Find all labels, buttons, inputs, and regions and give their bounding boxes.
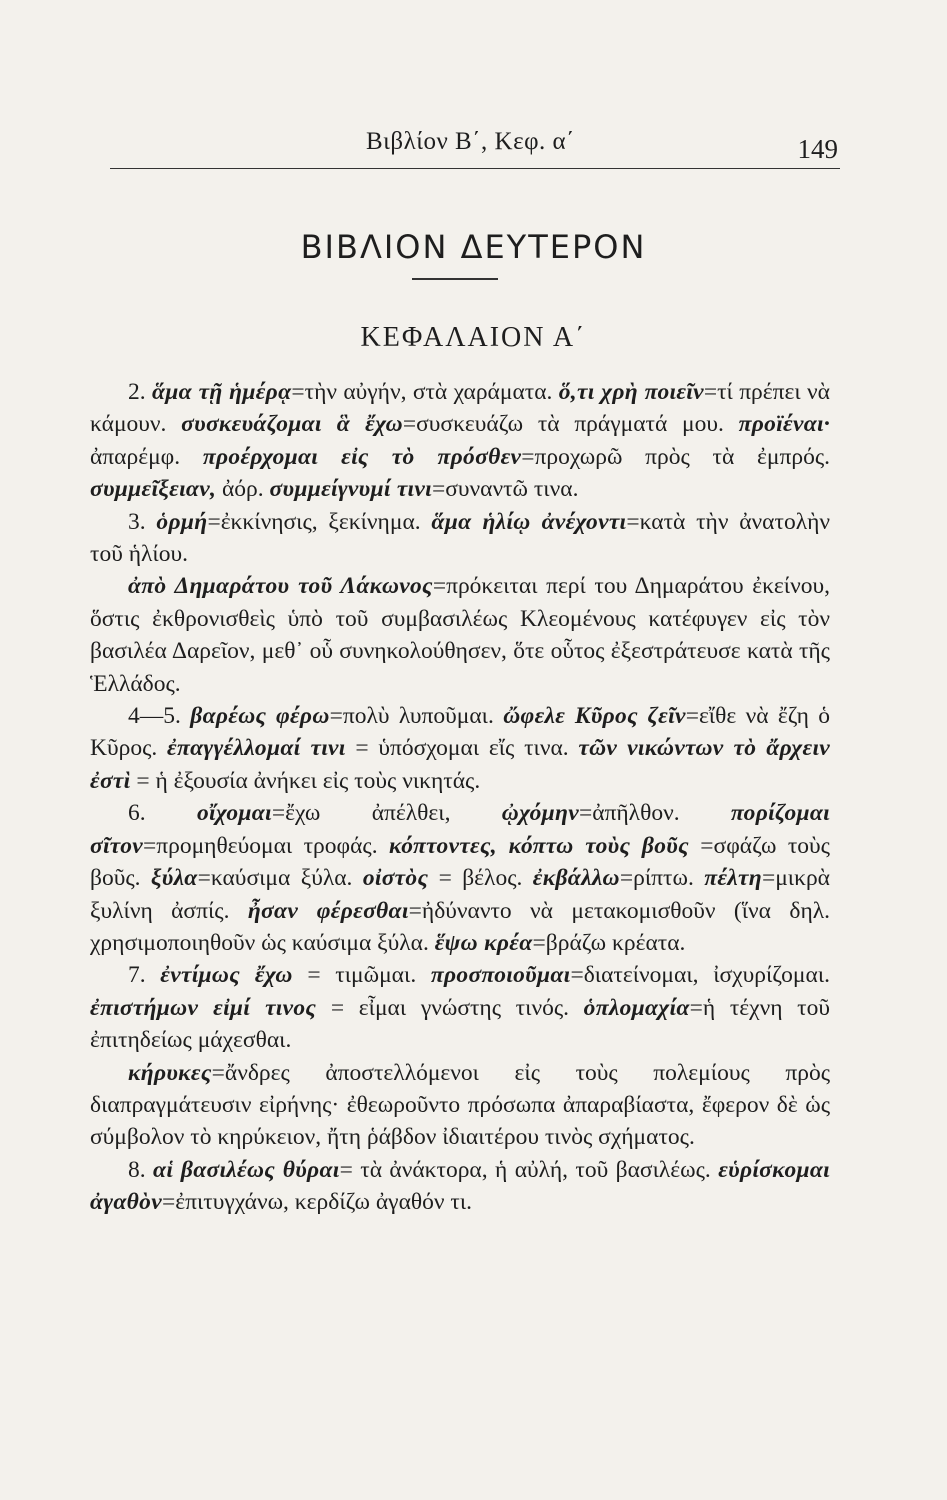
gloss-text: =ἐκκίνησις, ξεκίνημα. — [207, 508, 432, 535]
gloss-term: ᾠχόμην — [501, 800, 579, 827]
gloss-term: ἐντίμως ἔχω — [160, 962, 293, 989]
gloss-term: ὁπλομαχία — [583, 994, 690, 1021]
gloss-term: πέλτη — [704, 865, 762, 892]
gloss-term: συμμείγνυμί τινι — [269, 476, 432, 503]
gloss-term: προσποιοῦμαι — [430, 962, 571, 989]
gloss-term: προϊέναι· — [738, 411, 830, 438]
gloss-text: =εἴθε νὰ ἔζη ὁ Κῦρος. — [90, 703, 830, 762]
gloss-text: 2. — [128, 379, 152, 405]
gloss-text: =τὴν αὐγήν, στὰ χαράματα. — [291, 379, 559, 405]
gloss-term: προέρχομαι εἰς τὸ πρόσθεν — [202, 443, 522, 470]
gloss-text: =προμηθεύομαι τροφάς. — [142, 832, 389, 859]
gloss-term: οἴχομαι — [196, 800, 272, 827]
gloss-text: = τιμῶμαι. — [292, 962, 431, 989]
gloss-text: =διατείνομαι, ἰσχυρίζομαι. — [570, 962, 831, 989]
paragraph — [90, 700, 830, 797]
gloss-text: =ρίπτω. — [619, 865, 705, 892]
gloss-term: κήρυκες — [128, 1059, 212, 1086]
gloss-term: ἅμα τῇ ἡμέρᾳ — [151, 379, 292, 405]
gloss-text: = βέλος. — [428, 865, 533, 892]
gloss-text: =συσκευάζω τὰ πράγματά μου. — [402, 411, 739, 438]
paragraph — [90, 376, 830, 506]
page-number: 149 — [797, 134, 838, 164]
paragraph — [90, 797, 830, 959]
gloss-text: 8. — [128, 1156, 154, 1183]
gloss-term: ἕψω κρέα — [434, 929, 533, 956]
gloss-text: =ἀπῆλθον. — [578, 800, 731, 827]
paragraph — [90, 570, 830, 700]
gloss-term: ἀπὸ Δημαράτου τοῦ Λάκωνος — [128, 573, 433, 600]
paragraph — [90, 1154, 830, 1219]
book-title: ΒΙΒΛΙΟΝ ΔΕΥΤΕΡΟΝ — [300, 228, 647, 266]
gloss-text: =σφάζω τοὺς βοῦς. — [90, 832, 830, 892]
gloss-text: = τὰ ἀνάκτορα, ἡ αὐλή, τοῦ βασιλέως. — [339, 1156, 719, 1183]
gloss-text: 4—5. — [128, 703, 191, 730]
running-head — [110, 128, 840, 169]
gloss-text: ἀόρ. — [216, 476, 270, 503]
gloss-text: 6. — [128, 800, 197, 827]
gloss-text: = ἡ ἐξουσία ἀνήκει εἰς τοὺς νικητάς. — [130, 767, 481, 794]
gloss-term: πορίζομαι σῖτον — [90, 800, 831, 859]
gloss-term: εὑρίσκομαι ἀγαθὸν — [90, 1156, 831, 1216]
gloss-text: =ἠδύναντο νὰ μετακομισθοῦν (ἵνα δηλ. χρησιμοποιηθοῦν ὡς καύσιμα ξύλα. — [90, 897, 831, 956]
gloss-text: =καύσιμα ξύλα. — [197, 865, 363, 892]
chapter-title: ΚΕΦΑΛΑΙΟΝ Α΄ — [360, 322, 587, 353]
gloss-text: 3. — [128, 508, 157, 535]
gloss-term: κόπτοντες, κόπτω τοὺς βοῦς — [389, 832, 689, 859]
gloss-term: συμμεῖξειαν, — [90, 476, 217, 503]
body-text — [90, 376, 830, 1219]
gloss-text: = εἶμαι γνώστης τινός. — [316, 994, 584, 1021]
gloss-term: συσκευάζομαι ἃ ἔχω — [181, 411, 403, 438]
gloss-text: =πρόκειται περί του Δημαράτου ἐκείνου, ὅστις ἐκθρονισθεὶς ὑπὸ τοῦ συμβασιλέως Κλεομένους κατέφυγεν εἰς τὸν βασιλέα Δαρεῖον, μεθ᾽ οὗ συνηκολούθησεν, ὅτε οὗτος ἐξεστράτευσε κατὰ τῆς Ἑλλάδος. — [90, 573, 830, 697]
gloss-text: =κατὰ τὴν ἀνατολὴν τοῦ ἡλίου. — [90, 508, 830, 568]
gloss-text: =συναντῶ τινα. — [431, 476, 579, 503]
gloss-term: τῶν νικώντων τὸ ἄρχειν ἐστὶ — [90, 735, 831, 794]
gloss-text: =ἔχω ἀπέλθει, — [271, 800, 502, 827]
gloss-term: ἐπαγγέλλομαί τινι — [167, 735, 346, 762]
paragraph — [90, 1057, 830, 1154]
gloss-term: ὁρμή — [156, 508, 208, 535]
gloss-text: =ἡ τέχνη τοῦ ἐπιτηδείως μάχεσθαι. — [90, 994, 831, 1054]
paragraph — [90, 959, 830, 1056]
paragraph — [90, 506, 830, 571]
gloss-text: 7. — [128, 962, 161, 989]
gloss-term: ὅ,τι χρὴ ποιεῖν — [558, 379, 704, 405]
gloss-text: =βράζω κρέατα. — [532, 929, 686, 956]
gloss-text: =τί πρέπει νὰ κάμουν. — [90, 379, 830, 438]
gloss-text: =μικρὰ ξυλίνη ἀσπίς. — [90, 865, 830, 924]
gloss-text: = ὑπόσχομαι εἴς τινα. — [345, 735, 579, 762]
gloss-text: ἀπαρέμφ. — [90, 443, 203, 470]
gloss-term: ἦσαν φέρεσθαι — [247, 897, 409, 924]
gloss-text: =πολὺ λυποῦμαι. — [329, 703, 504, 730]
gloss-text: =ἐπιτυγχάνω, κερδίζω ἀγαθόν τι. — [161, 1189, 473, 1216]
gloss-term: οἰστὸς — [362, 865, 429, 892]
gloss-term: ὤφελε Κῦρος ζεῖν — [503, 703, 686, 730]
gloss-term: βαρέως φέρω — [190, 703, 330, 730]
running-head-text: Βιβλίον Β΄, Κεφ. α΄ — [366, 128, 575, 155]
gloss-term: ἅμα ἡλίῳ ἀνέχοντι — [431, 508, 627, 535]
title-rule — [412, 278, 498, 280]
gloss-term: αἱ βασιλέως θύραι — [153, 1156, 340, 1183]
gloss-term: ξύλα — [150, 865, 198, 892]
gloss-term: ἐκβάλλω — [532, 865, 620, 892]
gloss-term: ἐπιστήμων εἰμί τινος — [90, 994, 317, 1021]
gloss-text: =προχωρῶ πρὸς τὰ ἐμπρός. — [521, 443, 830, 470]
gloss-text: =ἄνδρες ἀποστελλόμενοι εἰς τοὺς πολεμίους πρὸς διαπραγμάτευσιν εἰρήνης· ἐθεωροῦντο πρόσωπα ἀπαραβίαστα, ἔφερον δὲ ὡς σύμβολον τὸ κηρύκειον, ἤτη ῥάβδον ἰδιαιτέρου τινὸς σχήματος. — [90, 1059, 830, 1151]
